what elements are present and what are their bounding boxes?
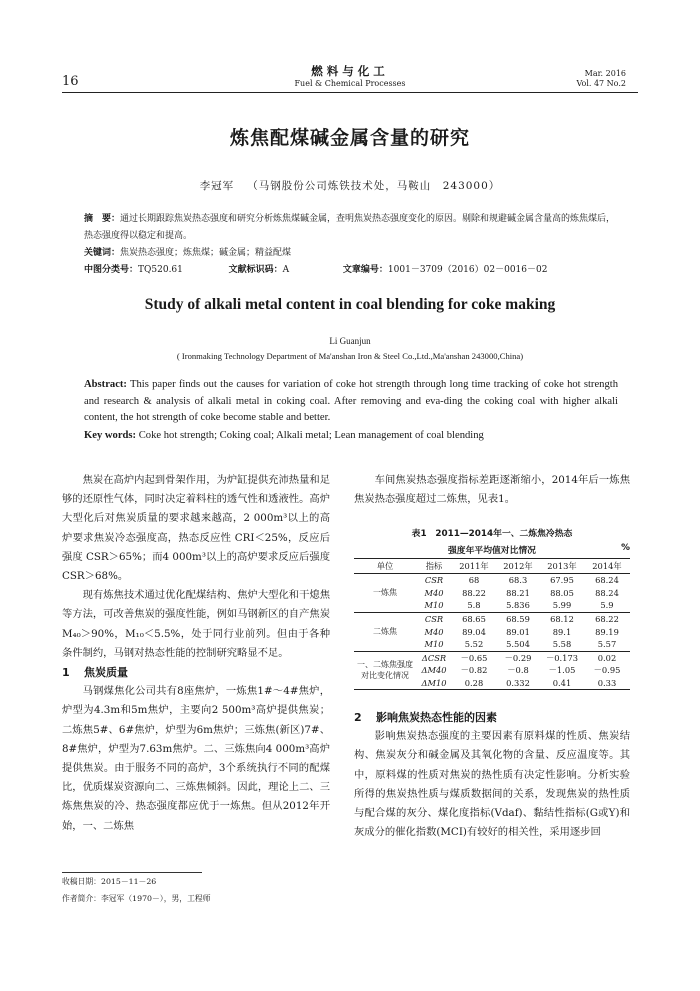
table-cell: 68.59 xyxy=(506,614,530,625)
body-right-column xyxy=(354,471,630,509)
abstract-zh xyxy=(84,211,624,245)
paper-title-en: Study of alkali metal content in coal blending for coke making xyxy=(144,296,556,313)
keywords-en xyxy=(84,430,618,441)
table-header-cell: 单位 xyxy=(354,559,416,574)
body-paragraph: 马钢煤焦化公司共有8座焦炉，一炼焦1#～4#焦炉，炉型为4.3m和5m焦炉，主要向2 500m³高炉提供焦炭；二炼焦5#、6#焦炉，炉型为6m焦炉；三炼焦(新区)7#、8#焦炉，炉型为7.63m焦炉。二、三炼焦向4 000m³高炉提供焦炭。由于服务不同的高炉，3个系统执行不同的配煤比，优质煤炭资源向二、三炼焦倾斜。因此，理论上二、三炼焦焦炭的冷、热态强度都应优于一炼焦。但从2012年开始，一、二炼焦 xyxy=(62,685,330,832)
table-cell: －0.29 xyxy=(504,652,532,663)
body-paragraph: 影响焦炭热态强度的主要因素有原料煤的性质、焦炭结构、焦炭灰分和碱金属及其氧化物的含量、反应温度等。其中，原料煤的性质对焦炭的热性质有决定性影响。分析实验所得的焦炭热性质与煤质数据间的关系，发现焦炭的热性质与配合煤的灰分、煤化度指标(Vdaf)、黏结性指标(G或Y)和灰成分的催化指数(MCI)有较好的相关性，采用逐步回 xyxy=(354,730,630,839)
issue-date: Mar. 2016 xyxy=(584,69,626,78)
table-cell: 0.332 xyxy=(496,677,540,690)
table-metric-cell: CSR xyxy=(424,575,444,586)
page-number: 16 xyxy=(62,74,79,89)
data-table xyxy=(354,558,630,690)
author-bio: 作者简介：李冠军（1970－），男，工程师 xyxy=(62,894,211,903)
author-name-zh: 李冠军 xyxy=(199,180,235,192)
table-header-row xyxy=(354,559,630,574)
table-cell: 0.28 xyxy=(452,677,496,690)
classification-line xyxy=(84,262,624,279)
received-date: 收稿日期：2015－11－26 xyxy=(62,877,157,886)
body-right-column-continued xyxy=(354,708,630,842)
table-cell: －0.65 xyxy=(460,652,488,663)
footnote-rule xyxy=(62,872,202,873)
affiliation-en: ( Ironmaking Technology Department of Ma'anshan Iron & Steel Co.,Ltd.,Ma'anshan 243000,China) xyxy=(176,351,524,361)
table-cell: 88.21 xyxy=(506,587,530,598)
section-1-heading xyxy=(62,663,330,682)
table-cell: 5.57 xyxy=(584,638,630,651)
keywords-en-label: Key words: xyxy=(84,430,137,441)
table-cell: 5.8 xyxy=(452,599,496,612)
table-cell: 68.3 xyxy=(508,575,528,586)
body-left-column xyxy=(62,471,330,836)
clc-label: 中图分类号： xyxy=(84,265,139,275)
table-cell: －0.173 xyxy=(545,652,579,663)
author-name-en: Li Guanjun xyxy=(329,336,371,346)
keywords-zh xyxy=(84,245,624,262)
table-cell: 0.02 xyxy=(597,652,617,663)
table-header-cell: 2012年 xyxy=(496,559,540,574)
keywords-zh-text: 焦炭热态强度；炼焦煤；碱金属；精益配煤 xyxy=(120,248,292,258)
table-cell: －0.82 xyxy=(460,665,488,676)
table-cell: －0.95 xyxy=(593,665,621,676)
table-cell: 89.04 xyxy=(462,626,486,637)
table-metric-cell: M40 xyxy=(424,587,444,598)
article-number-label: 文章编号： xyxy=(342,265,388,275)
table-caption: 表1 2011—2014年一、二炼焦冷热态 xyxy=(411,529,573,539)
header-rule xyxy=(62,92,638,93)
table-cell: －0.8 xyxy=(507,665,529,676)
table-cell: 0.41 xyxy=(540,677,584,690)
section-2-title: 影响焦炭热态性能的因素 xyxy=(376,711,497,724)
table-body xyxy=(354,574,630,690)
table-cell: 89.19 xyxy=(595,626,619,637)
table-cell: 5.99 xyxy=(540,599,584,612)
table-header-cell: 指标 xyxy=(416,559,452,574)
table-metric-cell: M10 xyxy=(416,599,452,612)
section-1-number: 1 xyxy=(62,666,70,680)
table-cell: －1.05 xyxy=(548,665,576,676)
journal-title-en: Fuel & Chemical Processes xyxy=(294,79,406,88)
table-caption-text: 强度年平均值对比情况 xyxy=(448,546,536,556)
table-header-cell: 2014年 xyxy=(584,559,630,574)
body-paragraph: 焦炭在高炉内起到骨架作用，为炉缸提供充沛热量和足够的还原性气体，同时决定着料柱的透气性和透液性。高炉大型化后对焦炭质量的要求越来越高，2 000m³以上的高炉要求焦炭冷态强度高，热态反应性 CRI＜25%，反应后强度 CSR＞65%；而4 000m³以上的高炉要求反应后强度 CSR＞68%。 xyxy=(62,474,330,583)
table-metric-cell: ΔM40 xyxy=(421,665,447,676)
table-metric-cell: M10 xyxy=(416,638,452,651)
table-cell: 68.12 xyxy=(550,614,574,625)
keywords-en-text: Coke hot strength; Coking coal; Alkali metal; Lean management of coal blending xyxy=(136,430,484,441)
table-group-label: 一炼焦 xyxy=(354,574,416,613)
doc-code-value: A xyxy=(282,265,290,275)
journal-title-zh: 燃料与化工 xyxy=(311,64,389,78)
paper-title-zh: 炼焦配煤碱金属含量的研究 xyxy=(229,127,470,149)
table-group-label: 二炼焦 xyxy=(354,612,416,651)
table-row xyxy=(354,651,630,664)
table-cell: 68 xyxy=(468,575,480,586)
affiliation-zh: （马钢股份公司炼铁技术处，马鞍山 243000） xyxy=(247,180,501,192)
keywords-zh-label: 关键词： xyxy=(84,248,121,258)
table-unit: % xyxy=(621,543,630,553)
table-cell: 0.33 xyxy=(584,677,630,690)
issue-volume: Vol. 47 No.2 xyxy=(576,79,626,88)
table-metric-cell: CSR xyxy=(424,614,444,625)
doc-code-label: 文献标识码： xyxy=(228,265,283,275)
section-1-title: 焦炭质量 xyxy=(84,666,128,680)
table-cell: 88.22 xyxy=(462,587,486,598)
body-paragraph: 现有炼焦技术通过优化配煤结构、焦炉大型化和干熄焦等方法，可改善焦炭的强度性能，例如马钢新区的自产焦炭 M₄₀＞90%，M₁₀＜5.5%，处于同行业前列。但由于各种条件制约，马钢对热态性能的控制研究略显不足。 xyxy=(62,589,330,659)
table-metric-cell: M40 xyxy=(424,626,444,637)
abstract-zh-text: 通过长期跟踪焦炭热态强度和研究分析炼焦煤碱金属，查明焦炭热态强度变化的原因。剔除和规避碱金属含量高的炼焦煤后，热态强度得以稳定和提高。 xyxy=(84,214,616,241)
table-cell: 89.1 xyxy=(552,626,572,637)
table-header-cell: 2013年 xyxy=(540,559,584,574)
table-cell: 68.24 xyxy=(595,575,619,586)
abstract-zh-label: 摘 要： xyxy=(84,214,121,224)
table-cell: 89.01 xyxy=(506,626,530,637)
table-metric-cell: ΔM10 xyxy=(416,677,452,690)
table-row xyxy=(354,612,630,625)
abstract-en-label: Abstract: xyxy=(84,379,127,390)
clc-value: TQ520.61 xyxy=(138,265,183,275)
section-2-heading xyxy=(354,708,630,727)
table-group-label: 一、二炼焦强度对比变化情况 xyxy=(354,651,416,690)
table-cell: 68.65 xyxy=(462,614,486,625)
article-number-value: 1001－3709（2016）02－0016－02 xyxy=(387,265,548,275)
table-cell: 88.05 xyxy=(550,587,574,598)
body-paragraph: 车间焦炭热态强度指标差距逐渐缩小，2014年后一炼焦焦炭热态强度超过二炼焦，见表1。 xyxy=(354,474,630,506)
table-cell: 68.22 xyxy=(595,614,619,625)
table-cell: 88.24 xyxy=(595,587,619,598)
author-line-zh xyxy=(0,178,700,193)
table-metric-cell: ΔCSR xyxy=(421,652,447,663)
table-cell: 5.9 xyxy=(584,599,630,612)
table-cell: 67.95 xyxy=(550,575,574,586)
section-2-number: 2 xyxy=(354,711,362,724)
table-cell: 5.836 xyxy=(496,599,540,612)
table-cell: 5.58 xyxy=(540,638,584,651)
abstract-en-text: This paper finds out the causes for variation of coke hot strength through long time tracking of coke hot strength and research & analysis of alkali metal in coking coal. After removing and eva-ding the coking coal with higher alkali content, the hot strength of coke become stable and better. xyxy=(84,379,618,423)
table-cell: 5.52 xyxy=(452,638,496,651)
table-header-cell: 2011年 xyxy=(452,559,496,574)
table-row xyxy=(354,574,630,587)
abstract-en xyxy=(84,377,618,427)
table-cell: 5.504 xyxy=(496,638,540,651)
